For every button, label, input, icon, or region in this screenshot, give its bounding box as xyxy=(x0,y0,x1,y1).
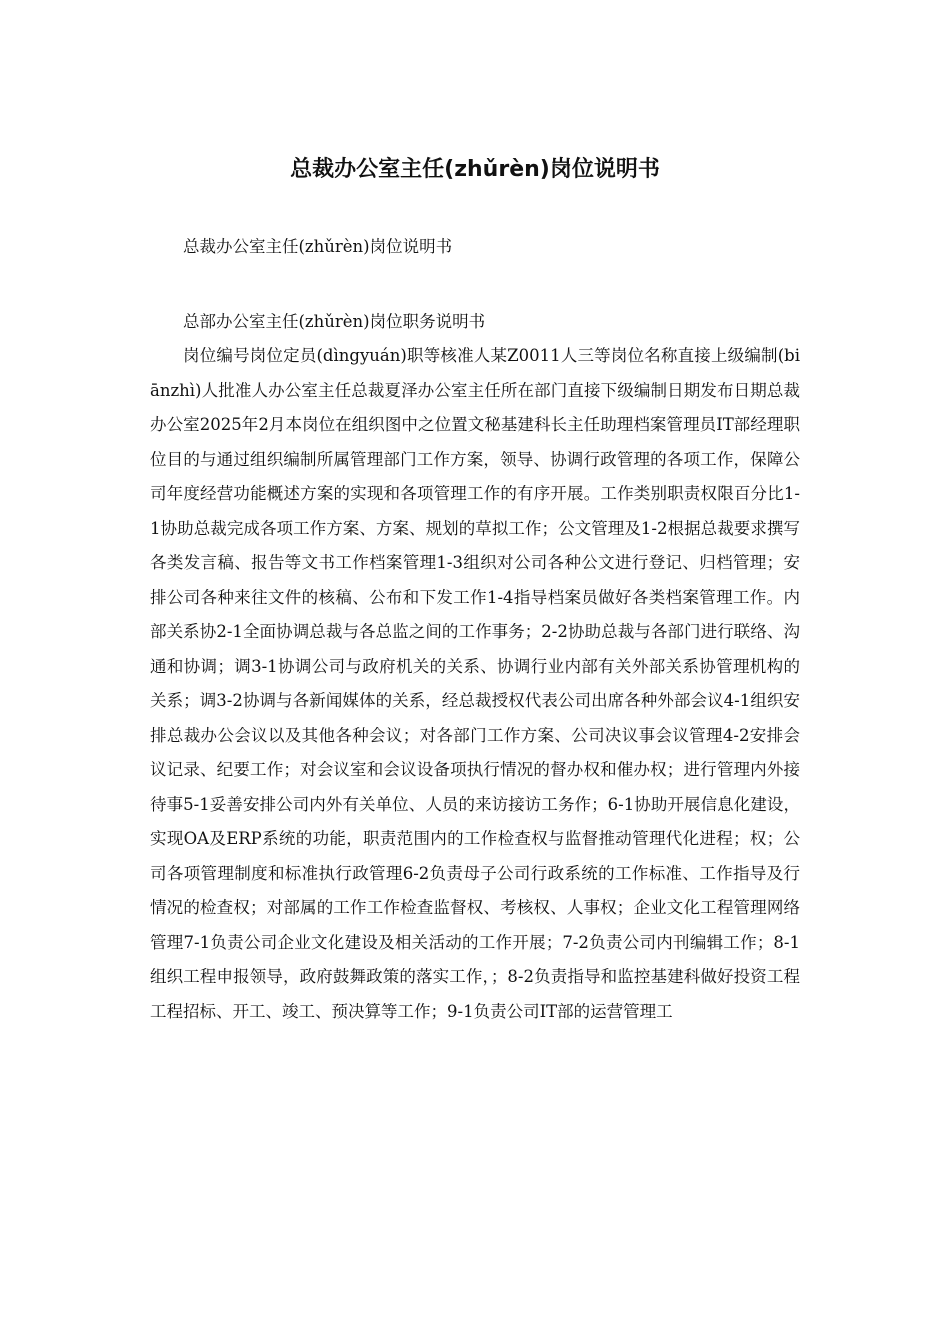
body-paragraph: 岗位编号岗位定员(dìngyuán)职等核准人某Z0011人三等岗位名称直接上级编制(biānzhì)人批准人办公室主任总裁夏泽办公室主任所在部门直接下级编制日期发布日期总裁办公室2025年2月本岗位在组织图中之位置文秘基建科长主任助理档案管理员IT部经理职位目的与通过组织编制所属管理部门工作方案，领导、协调行政管理的各项工作，保障公司年度经营功能概述方案的实现和各项管理工作的有序开展。工作类别职责权限百分比1-1协助总裁完成各项工作方案、方案、规划的草拟工作；公文管理及1-2根据总裁要求撰写各类发言稿、报告等文书工作档案管理1-3组织对公司各种公文进行登记、归档管理；安排公司各种来往文件的核稿、公布和下发工作1-4指导档案员做好各类档案管理工作。内部关系协2-1全面协调总裁与各总监之间的工作事务；2-2协助总裁与各部门进行联络、沟通和协调；调3-1协调公司与政府机关的关系、协调行业内部有关外部关系协管理机构的关系；调3-2协调与各新闻媒体的关系，经总裁授权代表公司出席各种外部会议4-1组织安排总裁办公会议以及其他各种会议；对各部门工作方案、公司决议事会议管理4-2安排会议记录、纪要工作；对会议室和会议设备项执行情况的督办权和催办权；进行管理内外接待事5-1妥善安排公司内外有关单位、人员的来访接访工务作；6-1协助开展信息化建设，实现OA及ERP系统的功能，职责范围内的工作检查权与监督推动管理代化进程；权；公司各项管理制度和标准执行政管理6-2负责母子公司行政系统的工作标准、工作指导及行情况的检查权；对部属的工作工作检查监督权、考核权、人事权；企业文化工程管理网络管理7-1负责公司企业文化建设及相关活动的工作开展；7-2负责公司内刊编辑工作；8-1组织工程申报领导，政府鼓舞政策的落实工作，；8-2负责指导和监控基建科做好投资工程工程招标、开工、竣工、预决算等工作；9-1负责公司IT部的运营管理工 xyxy=(150,346,800,1021)
document-body xyxy=(150,230,800,1029)
body-subtitle: 总裁办公室主任(zhǔrèn)岗位说明书 xyxy=(183,237,453,256)
document-title: 总裁办公室主任(zhǔrèn)岗位说明书 xyxy=(290,157,660,182)
body-heading: 总部办公室主任(zhǔrèn)岗位职务说明书 xyxy=(183,311,486,331)
